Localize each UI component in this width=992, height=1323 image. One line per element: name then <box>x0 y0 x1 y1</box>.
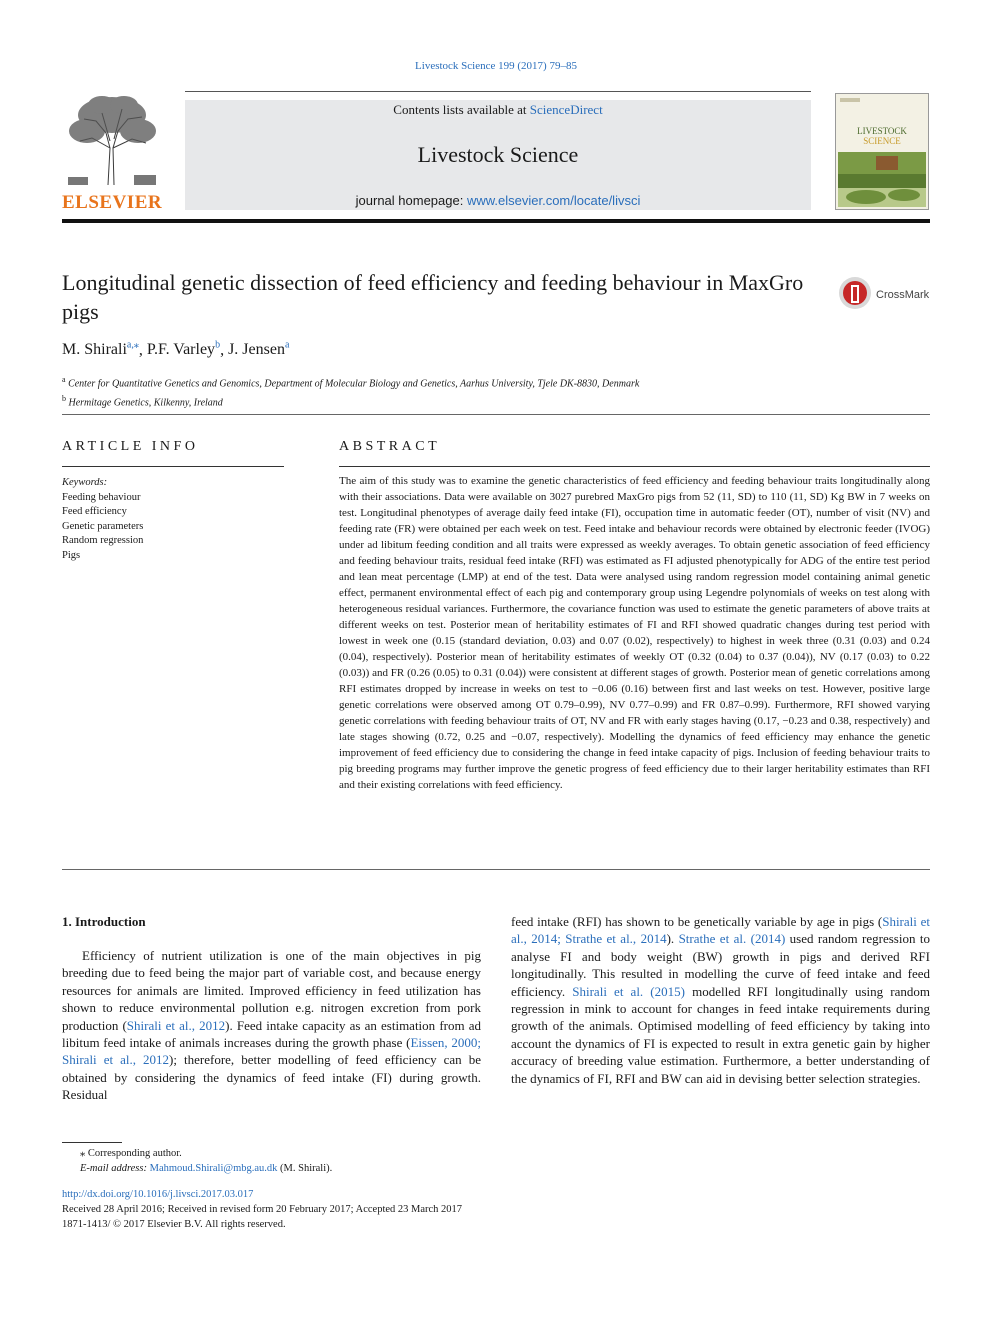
received-dates: Received 28 April 2016; Received in revised form 20 February 2017; Accepted 23 March 2017 <box>62 1204 463 1215</box>
affiliation <box>62 372 639 391</box>
abstract-text: The aim of this study was to examine the genetic characteristics of feed efficiency and feeding behaviour traits longitudinally along with their associations. Data were available on 3027 purebred MaxGro pigs from 52 (11, SD) to 110 (11, SD) Kg BW in 7 weeks on test. Longitudinal phenotypes of average daily feed intake (FI), occupation time in automatic feeder (OT), number of visit (NV) and feeding rate (FR) were obtained per each week on test. Feed intake and behaviour records were obtained by electronic feeder (IVOG) under ad libitum feeding condition and all traits were expressed as weekly averages. To obtain genetic association of feed efficiency and feeding behaviour traits, residual feed intake (RFI) was estimated as FI adjusted phenotypically for ADG of the entire test period and lean meat percentage (LMP) at end of the test. Data were analysed using random regression model containing animal genetic effect, permanent environmental effect of each pig and contemporary group using Legendre polynomials of weeks on test along with heterogeneous residual variances. Furthermore, the covariance function was used to estimate the genetic parameters of above traits at different weeks on test. Posterior mean of heritability estimates of FI and RFI showed quadratic changes during test period with lowest in week one (0.15 (standard deviation, 0.03) and 0.07 (0.02), respectively) to highest in week three (0.31 (0.03) and 0.24 (0.04), respectively). Posterior mean of heritability estimates of weekly OT (0.32 (0.04) to 0.37 (0.04)), NV (0.17 (0.03) to 0.22 (0.03)) and FR (0.26 (0.05) to 0.31 (0.04)) were consistent at different stages of growth. Posterior mean of genetic correlations among RFI estimates dropped by increase in weeks on test to −0.06 (0.16) between first and last weeks on test. However, positive large genetic correlations were observed among OT 0.79–0.99), NV 0.77–0.99) and FR 0.87–0.99). Furthermore, RFI showed varying genetic correlations with feeding behaviour traits of OT, NV and FR with early stages having (0.17, −0.23 and 0.38, respectively) and late stages showing (0.72, 0.25 and −0.07, respectively). Modelling the dynamics of feed efficiency may enhance the genetic improvement of feed efficiency due to considering the change in feed intake capacity of pigs. Inclusion of feeding behaviour traits to pig breeding programs may further improve the genetic progress of feed efficiency due to their larger heritability estimates than RFI and their existing correlations with feed efficiency. <box>339 475 930 791</box>
affiliation-sup: b <box>62 394 66 404</box>
header-rule <box>185 91 811 92</box>
intro-text: used random regression to analyse FI and body weight (BW) growth in pigs and derived RFI longitudinally. This resulted in modelling the curve of feed intake and feed efficiency. <box>511 931 930 999</box>
contents-line <box>185 102 811 118</box>
keyword: Pigs <box>62 549 81 561</box>
journal-title: Livestock Science <box>417 142 579 167</box>
abstract-divider <box>62 869 930 870</box>
abstract-heading: ABSTRACT <box>339 439 441 454</box>
intro-text: feed intake (RFI) has shown to be genetically variable by age in pigs ( <box>511 914 883 929</box>
doi-link[interactable]: http://dx.doi.org/10.1016/j.livsci.2017.03.017 <box>62 1189 254 1200</box>
citation-link[interactable]: Eissen, 2000; Shirali et al., 2012 <box>62 1035 481 1068</box>
tree-icon <box>62 93 162 188</box>
keyword: Feed efficiency <box>62 506 127 517</box>
author[interactable] <box>228 341 289 358</box>
author-name: J. Jensen <box>228 341 285 359</box>
citation-link[interactable]: Livestock Science 199 (2017) 79–85 <box>415 60 577 72</box>
affiliations <box>62 372 639 411</box>
publisher-name: ELSEVIER <box>62 192 163 213</box>
sciencedirect-link[interactable]: ScienceDirect <box>529 102 603 117</box>
article-info-rule <box>62 466 284 467</box>
cover-title-1: LIVESTOCK <box>857 126 907 136</box>
section-heading-introduction: 1. Introduction <box>62 914 146 929</box>
abstract-rule <box>339 466 930 467</box>
intro-text: modelled RFI longitudinally using random regression in mink to account for changes in feed intake requirements during growth of the animals. Optimised modelling of feed efficiency by taking into account the dynamics of FI is expected to result in extra genetic gain by higher accuracy of breeding value estimation. Furthermore, a better understanding of the dynamics of FI, RFI and BW can aid in devising better selection strategies. <box>511 983 930 1086</box>
author-separator: , <box>138 341 147 359</box>
intro-text: ). <box>666 931 679 947</box>
keyword: Feeding behaviour <box>62 491 141 503</box>
journal-cover[interactable] <box>835 93 929 210</box>
crossmark-icon <box>838 276 930 310</box>
author-affil-sup[interactable]: a <box>284 340 290 351</box>
article-meta <box>62 1187 462 1232</box>
article-title: Longitudinal genetic dissection of feed efficiency and feeding behaviour in MaxGro pigs <box>62 270 804 324</box>
citation-link[interactable]: Shirali et al., 2012 <box>126 1017 226 1033</box>
contents-prefix: Contents lists available at <box>393 102 530 117</box>
affiliation-text: Center for Quantitative Genetics and Genomics, Department of Molecular Biology and Genetics, Aarhus University, Tjele DK-8830, Denmark <box>68 378 640 390</box>
homepage-link[interactable]: www.elsevier.com/locate/livsci <box>466 193 641 208</box>
author-name: M. Shirali <box>62 341 127 359</box>
homepage-line <box>185 193 811 208</box>
crossmark-badge[interactable] <box>838 276 930 308</box>
author-separator: , <box>220 341 229 359</box>
crossmark-label: CrossMark <box>876 289 930 301</box>
email-line <box>62 1161 332 1176</box>
intro-text: ). Feed intake capacity as an estimation from ad libitum feed intake of animals increases during the growth phase ( <box>62 1017 481 1051</box>
citation-link[interactable]: Shirali et al. (2015) <box>572 983 685 999</box>
author-list <box>62 340 289 359</box>
article-info-heading: ARTICLE INFO <box>62 439 199 454</box>
intro-right-column <box>511 913 930 1087</box>
email-link[interactable]: Mahmoud.Shirali@mbg.au.dk <box>149 1163 278 1174</box>
affiliation-sup: a <box>62 375 66 384</box>
citation-link[interactable]: Strathe et al. (2014) <box>678 931 786 947</box>
author[interactable] <box>147 341 220 358</box>
title-divider <box>62 414 930 415</box>
intro-text: Efficiency of nutrient utilization is one of the main objectives in pig breeding due to feed being the major part of variable cost, and because energy resources for animals are limited. Improved efficiency in feed utilization has shown to reduce environmental pollution e.g. nitrogen excretion from pork production ( <box>62 948 481 1033</box>
cover-title-2: SCIENCE <box>863 136 901 146</box>
copyright: 1871-1413/ © 2017 Elsevier B.V. All rights reserved. <box>62 1219 286 1230</box>
author-affil-sup[interactable]: b <box>215 340 221 351</box>
keywords-label: Keywords: <box>62 477 108 488</box>
author-affil-sup[interactable]: a,⁎ <box>126 340 139 351</box>
footnote-rule <box>62 1142 122 1143</box>
intro-left-column <box>62 947 481 1104</box>
homepage-label: journal homepage: <box>355 193 467 208</box>
corresponding-author-note: ⁎ Corresponding author. <box>80 1148 182 1159</box>
cover-thumbnail <box>836 94 928 209</box>
header-divider <box>62 219 930 223</box>
footnotes <box>62 1146 332 1176</box>
keywords-block <box>62 476 143 563</box>
email-suffix: (M. Shirali). <box>277 1163 333 1174</box>
keyword: Genetic parameters <box>62 520 144 532</box>
intro-text: ); therefore, better modelling of feed efficiency can be obtained by considering the dynamics of feed intake (FI) during growth. Residual <box>62 1052 481 1103</box>
affiliation-text: Hermitage Genetics, Kilkenny, Ireland <box>68 397 223 409</box>
email-label: E-mail address: <box>80 1163 150 1174</box>
journal-citation[interactable] <box>0 60 992 72</box>
affiliation <box>62 391 639 410</box>
citation-link[interactable]: Shirali et al., 2014; Strathe et al., 2014 <box>511 914 930 947</box>
author-name: P.F. Varley <box>146 341 216 359</box>
keyword: Random regression <box>62 535 144 546</box>
author[interactable] <box>62 341 139 358</box>
